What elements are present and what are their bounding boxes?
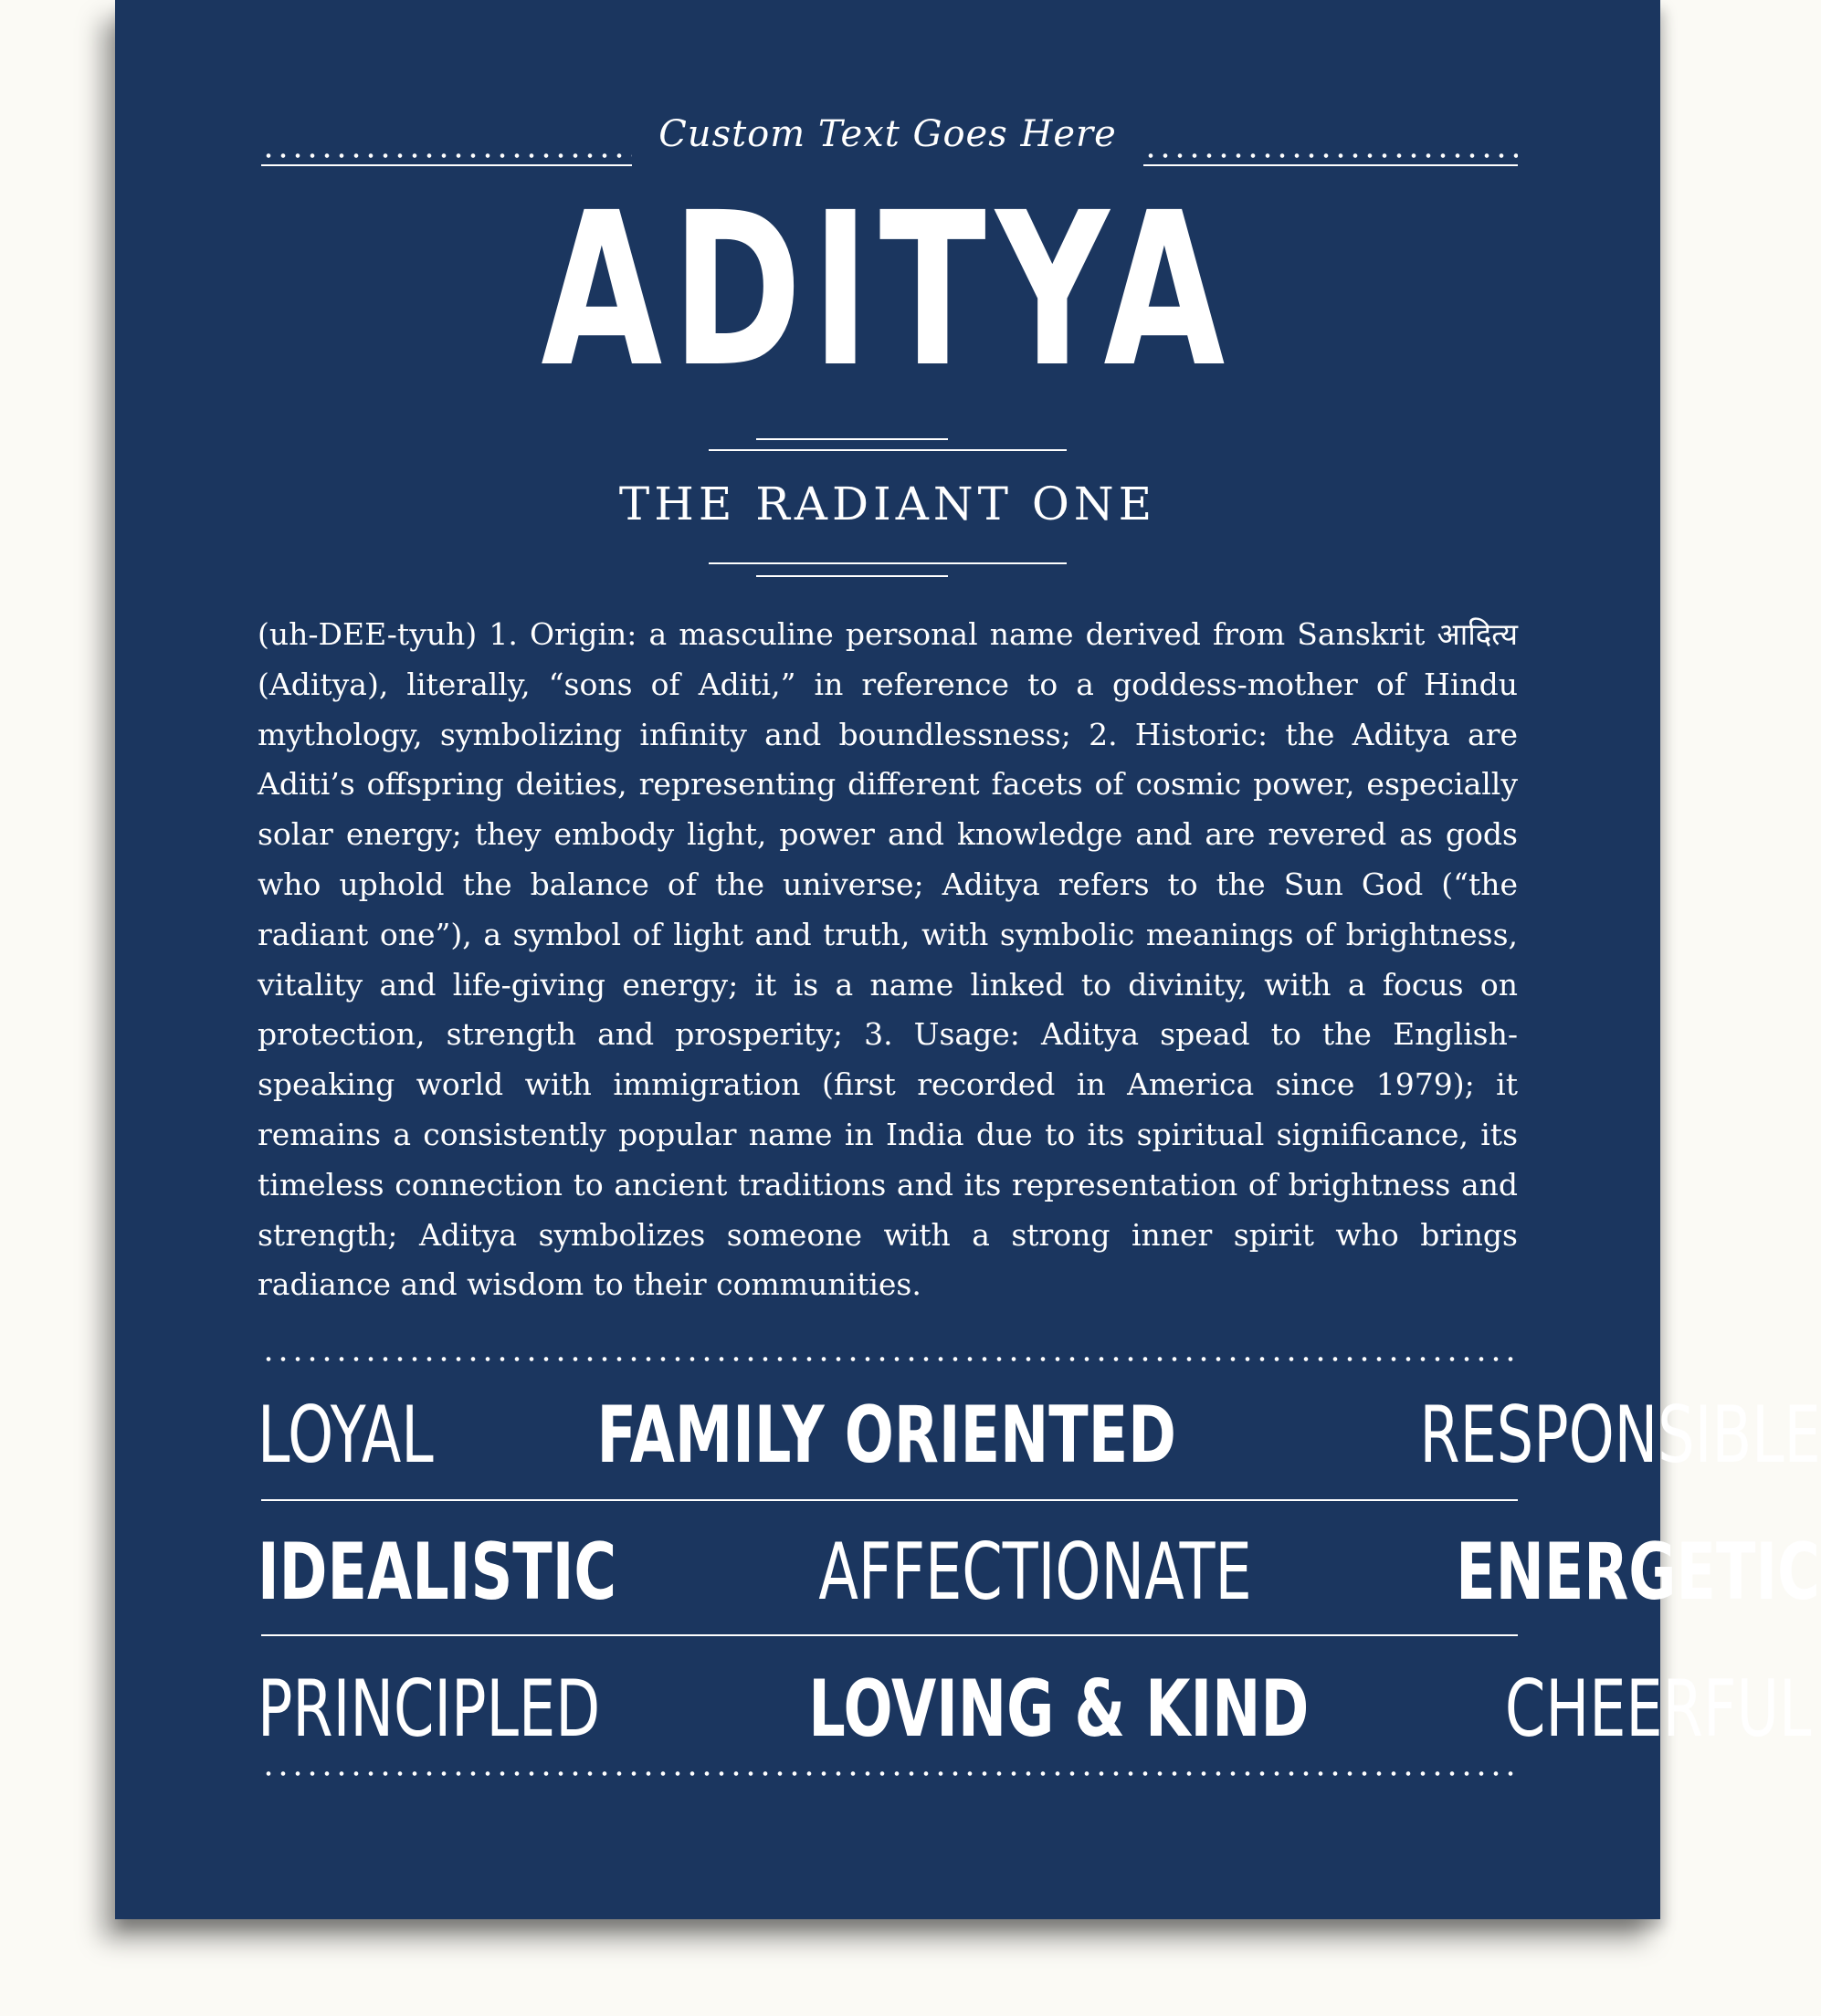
trait-row-1 <box>258 1381 1821 1490</box>
trait-word: PRINCIPLED <box>258 1664 601 1755</box>
trait-word: AFFECTIONATE <box>818 1527 1252 1618</box>
trait-word: RESPONSIBLE <box>1419 1390 1821 1481</box>
traits-divider-1 <box>261 1499 1518 1501</box>
name-meaning: THE RADIANT ONE <box>618 478 1157 530</box>
trait-word: LOYAL <box>258 1390 434 1481</box>
meaning-rule-top-short <box>756 438 948 440</box>
custom-text: Custom Text Goes Here <box>658 113 1117 155</box>
trait-word: LOVING & KIND <box>808 1664 1310 1755</box>
traits-divider-2 <box>261 1634 1518 1636</box>
header-rule-left <box>261 164 632 166</box>
trait-word: ENERGETIC <box>1456 1527 1821 1618</box>
trait-word: CHEERFUL <box>1504 1664 1812 1755</box>
name-poster <box>115 0 1821 1919</box>
traits-bottom-dots <box>261 1771 1518 1776</box>
meaning-rule-bottom-short <box>756 575 948 577</box>
trait-word: IDEALISTIC <box>258 1527 617 1618</box>
traits-top-dots <box>261 1357 1518 1361</box>
trait-row-2 <box>258 1517 1821 1627</box>
trait-word: FAMILY ORIENTED <box>596 1390 1177 1481</box>
trait-row-3 <box>258 1654 1812 1764</box>
meaning-rule-top-long <box>709 449 1067 451</box>
name-definition: (uh-DEE-tyuh) 1. Origin: a masculine personal name derived from Sanskrit आदित्य (Aditya), literally, “sons of Aditi,” in reference to a goddess-mother of Hindu mythology, symbolizing infinity and boundlessness; 2. Historic: the Aditya are Aditi’s offspring deities, representing different facets of cosmic power, especially solar energy; they embody light, power and knowledge and are revered as gods who uphold the balance of the universe; Aditya refers to the Sun God (“the radiant one”), a symbol of light and truth, with symbolic meanings of brightness, vitality and life-giving energy; it is a name linked to divinity, with a focus on protection, strength and prosperity; 3. Usage: Aditya spead to the English-speaking world with immigration (first recorded in America since 1979); it remains a consistently popular name in India due to its spiritual significance, its timeless connection to ancient traditions and its representation of brightness and strength; Aditya symbolizes someone with a strong inner spirit who brings radiance and wisdom to their communities. <box>258 616 1518 1303</box>
meaning-rule-bottom-long <box>709 562 1067 564</box>
name-title: ADITYA <box>541 167 1235 414</box>
header-rule-right <box>1143 164 1518 166</box>
